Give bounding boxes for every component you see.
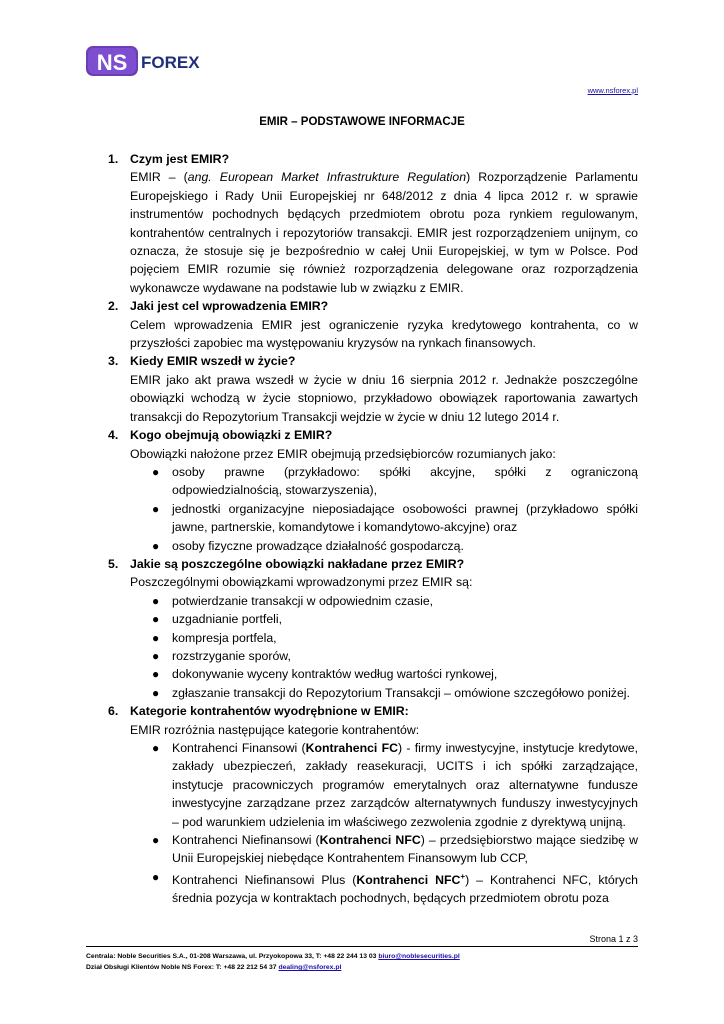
section-number: 4.	[108, 428, 119, 443]
footer-email-link[interactable]: biuro@noblesecurities.pl	[378, 953, 460, 960]
section-5-paragraph: Poszczególnymi obowiązkami wprowadzonymi przez EMIR są:	[130, 575, 473, 590]
list-item	[152, 592, 638, 610]
section-6-bullets	[108, 739, 638, 908]
list-item	[152, 665, 638, 683]
bullet-icon: ●	[152, 612, 160, 627]
section-number: 6.	[108, 704, 119, 719]
list-item	[152, 537, 638, 555]
section-5-heading	[108, 555, 638, 573]
bullet-icon: ●	[152, 501, 160, 516]
section-question: Jaki jest cel wprowadzenia EMIR?	[130, 299, 329, 314]
ns-forex-logo	[86, 44, 204, 78]
footer-email-link[interactable]: dealing@nsforex.pl	[278, 964, 342, 971]
list-item	[152, 647, 638, 665]
list-item-text: rozstrzyganie sporów,	[172, 648, 291, 663]
section-4-heading	[108, 426, 638, 444]
section-3-heading	[108, 352, 638, 370]
category-name: Kontrahenci NFC	[319, 833, 421, 848]
section-number: 1.	[108, 152, 119, 166]
list-item	[152, 831, 638, 868]
category-name-text: Kontrahenci NFC	[356, 872, 461, 887]
section-4-bullets	[108, 463, 638, 555]
section-number: 3.	[108, 354, 119, 369]
list-item-text: osoby prawne (przykładowo: spółki akcyjne, spółki z ograniczoną odpowiedzialnością, stowarzyszenia),	[172, 464, 638, 498]
list-item	[152, 629, 638, 647]
list-item	[152, 684, 638, 702]
section-1-paragraph	[130, 168, 638, 297]
section-number: 5.	[108, 556, 119, 571]
list-item-text: osoby fizyczne prowadzące działalność gospodarczą.	[172, 538, 464, 553]
bullet-icon: ●	[152, 538, 160, 553]
section-6-heading	[108, 702, 638, 720]
bullet-icon: ●	[152, 464, 160, 479]
bullet-icon: ●	[152, 685, 160, 700]
logo-forex-text: FOREX	[141, 53, 200, 72]
section-2-paragraph: Celem wprowadzenia EMIR jest ograniczenie ryzyka kredytowego kontrahenta, co w przyszłości zapobiec ma występowaniu kryzysów na rynkach finansowych.	[130, 317, 638, 351]
list-item-text: potwierdzanie transakcji w odpowiednim czasie,	[172, 593, 434, 608]
list-item-text: dokonywanie wyceny kontraktów według wartości rynkowej,	[172, 667, 498, 682]
footer-divider	[86, 946, 638, 947]
paragraph-italic: ang. European Market Infrastrukture Regulation	[187, 170, 467, 185]
page-number: Strona 1 z 3	[589, 934, 638, 944]
list-item-text: kompresja portfela,	[172, 630, 277, 645]
list-item	[152, 500, 638, 537]
list-item	[152, 463, 638, 500]
bullet-icon: ●	[152, 630, 160, 645]
list-item-text: ) – Kontrahenci NFC, których średnia pozycja w kontraktach pochodnych, będących przedmiotem obrotu poza	[172, 872, 638, 906]
section-5-bullets	[108, 592, 638, 702]
list-item-text: Kontrahenci Finansowi (	[172, 741, 306, 755]
bullet-icon: ●	[152, 667, 160, 682]
section-number: 2.	[108, 299, 119, 314]
section-2-heading	[108, 297, 638, 315]
bullet-icon: ●	[152, 593, 160, 608]
category-name: Kontrahenci FC	[305, 741, 399, 755]
bullet-icon: ●	[152, 741, 160, 755]
document-body	[108, 150, 638, 908]
section-question: Jakie są poszczególne obowiązki nakładane przez EMIR?	[130, 556, 465, 571]
category-name	[356, 873, 465, 887]
section-3-paragraph: EMIR jako akt prawa wszedł w życie w dniu 16 sierpnia 2012 r. Jednakże poszczególne obowiązki wchodzą w życie stopniowo, przykładowo obowiązek raportowania zawartych transakcji do Repozytorium Transakcji wejdzie w życie w dniu 12 lutego 2014 r.	[130, 372, 638, 424]
category-superscript: +	[460, 871, 466, 881]
list-item	[152, 868, 638, 908]
website-link[interactable]: www.nsforex.pl	[587, 86, 638, 95]
paragraph-text: ) Rozporządzenie Parlamentu Europejskiego i Rady Unii Europejskiej nr 648/2012 z dnia 4 lipca 2012 r. w sprawie instrumentów pochodnych będących przedmiotem obrotu poza rynkiem regulowanym, kontrahentów centralnych i repozytoriów transakcji. EMIR jest rozporządzeniem unijnym, co oznacza, że stosuje się je bezpośrednio w całej Unii Europejskiej, w tym w Polsce. Pod pojęciem EMIR rozumie się również rozporządzenia delegowane oraz rozporządzenia wykonawcze wydawane na podstawie lub w związku z EMIR.	[130, 170, 638, 295]
bullet-icon: ●	[152, 869, 160, 884]
section-question: Czym jest EMIR?	[130, 152, 230, 166]
list-item	[152, 610, 638, 628]
section-question: Kiedy EMIR wszedł w życie?	[130, 354, 296, 369]
document-title: EMIR – PODSTAWOWE INFORMACJE	[259, 116, 465, 128]
section-question: Kategorie kontrahentów wyodrębnione w EMIR:	[130, 704, 409, 719]
list-item-text: Kontrahenci Niefinansowi Plus (	[172, 872, 357, 887]
list-item-text: ) - firmy inwestycyjne, instytucje kredytowe, zakłady ubezpieczeń, zakłady reasekuracji, UCITS i ich spółki zarządzające, instytucje pracowniczych programów emerytalnych oraz alternatywne fundusze inwestycyjne zarządzane przez zarządców alternatywnych funduszy inwestycyjnych – pod warunkiem udzielenia im właściwego zezwolenia zgodnie z dyrektywą unijną.	[172, 741, 638, 829]
bullet-icon: ●	[152, 648, 160, 663]
list-item-text: uzgadnianie portfeli,	[172, 612, 283, 627]
list-item-text: ) – przedsiębiorstwo mające siedzibę w Unii Europejskiej niebędące Kontrahentem Finansowym lub CCP,	[172, 833, 638, 866]
list-item-text: zgłaszanie transakcji do Repozytorium Transakcji – omówione szczegółowo poniżej.	[172, 685, 630, 700]
section-6-paragraph: EMIR rozróżnia następujące kategorie kontrahentów:	[130, 722, 420, 737]
footer-text: Centrala: Noble Securities S.A., 01-208 Warszawa, ul. Przyokopowa 33, T: +48 22 244 13 03	[86, 953, 379, 960]
list-item-text: jednostki organizacyjne nieposiadające osobowości prawnej (przykładowo spółki jawne, partnerskie, komandytowe i komandytowo-akcyjne) oraz	[172, 501, 638, 535]
bullet-icon: ●	[152, 833, 160, 848]
list-item	[152, 739, 638, 831]
footer	[86, 951, 460, 973]
section-question: Kogo obejmują obowiązki z EMIR?	[130, 428, 333, 443]
footer-line-1	[86, 951, 460, 962]
logo-ns-text: NS	[96, 50, 128, 75]
paragraph-text: EMIR – (	[130, 170, 188, 185]
footer-text: Dział Obsługi Klientów Noble NS Forex: T: +48 22 212 54 37	[86, 964, 279, 971]
footer-line-2	[86, 962, 460, 973]
section-4-paragraph: Obowiązki nałożone przez EMIR obejmują przedsiębiorców rozumianych jako:	[130, 446, 556, 461]
section-1-heading	[108, 150, 638, 168]
list-item-text: Kontrahenci Niefinansowi (	[172, 833, 320, 848]
